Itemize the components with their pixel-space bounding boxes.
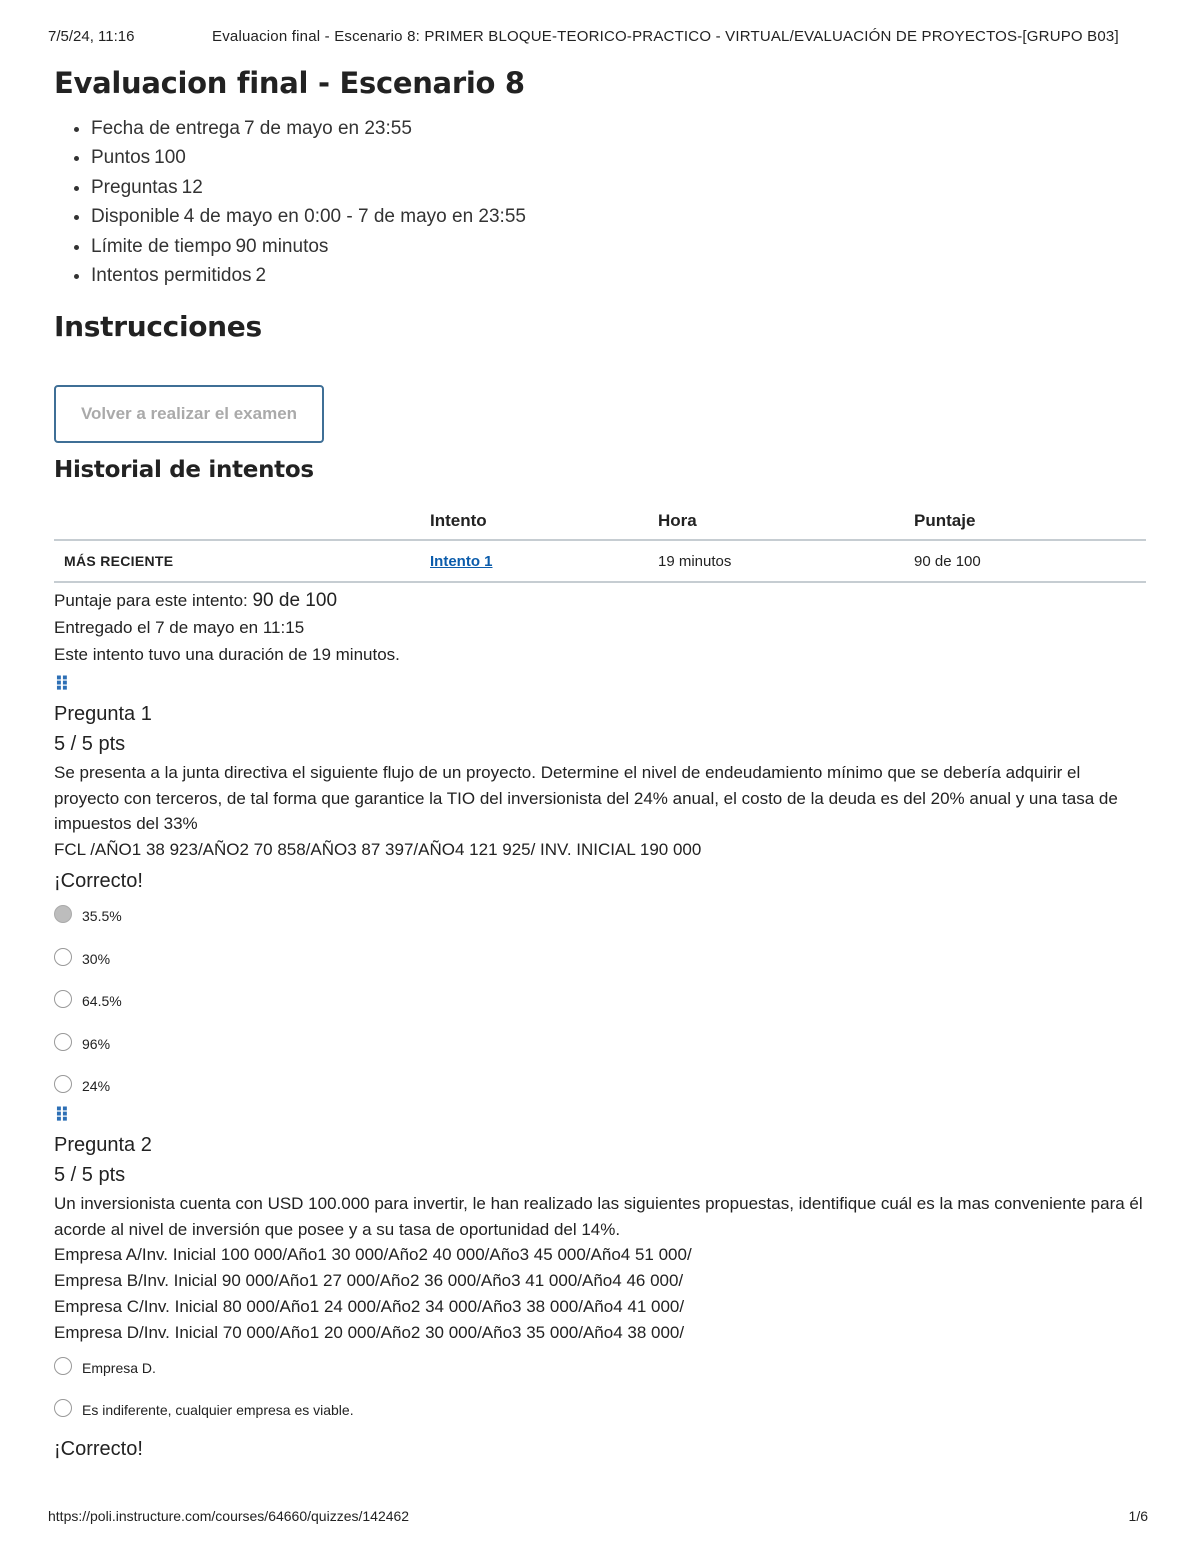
radio-icon[interactable] — [54, 948, 72, 966]
time-cell: 19 minutos — [658, 540, 914, 582]
detail-questions: • Preguntas 12 — [91, 173, 1146, 202]
question-points: 5 / 5 pts — [54, 733, 126, 756]
instructions-heading: Instrucciones — [54, 310, 262, 344]
radio-icon[interactable] — [54, 1075, 72, 1093]
question-data-line: Empresa A/Inv. Inicial 100 000/Año1 30 000/Año2 40 000/Año3 45 000/Año4 51 000/ — [54, 1245, 692, 1265]
question-text: Un inversionista cuenta con USD 100.000 para invertir, le han realizado las siguientes propuestas, identifique cuál es la mas conveniente para él acorde al nivel de inversión que posee y a su tasa de oportunidad del 14%. — [54, 1194, 1143, 1239]
drag-handle-icon[interactable]: ⠿ — [54, 674, 70, 697]
column-header-time: Hora — [658, 503, 914, 540]
duration-line: Este intento tuvo una duración de 19 minutos. — [54, 645, 400, 665]
retake-quiz-button[interactable]: Volver a realizar el examen — [54, 385, 324, 443]
question-points: 5 / 5 pts — [54, 1164, 126, 1187]
print-url: https://poli.instructure.com/courses/64660/quizzes/142462 — [48, 1508, 410, 1524]
detail-points: • Puntos 100 — [91, 143, 1146, 172]
question-title: Pregunta 1 — [54, 703, 152, 726]
question-data-line: FCL /AÑO1 38 923/AÑO2 70 858/AÑO3 87 397/AÑO4 121 925/ INV. INICIAL 190 000 — [54, 839, 702, 859]
answer-option: 30% — [54, 937, 1146, 980]
page-title: Evaluacion final - Escenario 8 — [54, 66, 525, 100]
answer-option: 64.5% — [54, 980, 1146, 1023]
table-row — [54, 540, 1146, 582]
drag-handle-icon[interactable]: ⠿ — [54, 1105, 70, 1128]
question-title: Pregunta 2 — [54, 1134, 152, 1157]
question-2 — [54, 1105, 1146, 1463]
detail-available: • Disponible 4 de mayo en 0:00 - 7 de mayo en 23:55 — [91, 202, 1146, 231]
answer-option: 35.5% — [54, 895, 1146, 938]
question-text: Se presenta a la junta directiva el siguiente flujo de un proyecto. Determine el nivel de endeudamiento mínimo que se debería adquirir el proyecto con terceros, de tal forma que garantice la TIO del inversionista del 24% anual, el costo de la deuda es del 20% anual y una tasa de impuestos del 33% — [54, 763, 1118, 834]
radio-selected-icon[interactable] — [54, 905, 72, 923]
attempt-cell — [430, 540, 658, 582]
question-data-line: Empresa D/Inv. Inicial 70 000/Año1 20 000/Año2 30 000/Año3 35 000/Año4 38 000/ — [54, 1323, 685, 1343]
score-line: Puntaje para este intento: 90 de 100 — [54, 590, 338, 612]
question-data-line: Empresa B/Inv. Inicial 90 000/Año1 27 000/Año2 36 000/Año3 41 000/Año4 46 000/ — [54, 1271, 684, 1291]
detail-attempts: • Intentos permitidos 2 — [91, 261, 1146, 290]
submitted-line: Entregado el 7 de mayo en 11:15 — [54, 618, 305, 638]
detail-due: • Fecha de entrega 7 de mayo en 23:55 — [91, 114, 1146, 143]
attempt-history-table — [54, 503, 1146, 583]
answer-option: 24% — [54, 1065, 1146, 1108]
question-data-line: Empresa C/Inv. Inicial 80 000/Año1 24 000/Año2 34 000/Año3 38 000/Año4 41 000/ — [54, 1297, 685, 1317]
question-result: ¡Correcto! — [54, 869, 143, 892]
main-content — [54, 66, 1146, 1463]
radio-icon[interactable] — [54, 1357, 72, 1375]
column-header-attempt: Intento — [430, 503, 658, 540]
page-number: 1/6 — [1128, 1508, 1148, 1524]
column-header-label — [54, 503, 430, 540]
score-cell: 90 de 100 — [914, 540, 1146, 582]
question-result: ¡Correcto! — [54, 1438, 143, 1461]
answer-option: Es indiferente, cualquier empresa es viable. — [54, 1389, 1146, 1432]
radio-icon[interactable] — [54, 1399, 72, 1417]
question-1 — [54, 674, 1146, 1107]
answer-option: 96% — [54, 1022, 1146, 1065]
column-header-score: Puntaje — [914, 503, 1146, 540]
quiz-details — [54, 114, 1146, 290]
most-recent-label: MÁS RECIENTE — [54, 540, 430, 582]
table-header-row — [54, 503, 1146, 540]
print-date: 7/5/24, 11:16 — [48, 28, 135, 45]
radio-icon[interactable] — [54, 990, 72, 1008]
attempt-link[interactable]: Intento 1 — [430, 552, 493, 570]
attempt-history-heading: Historial de intentos — [54, 457, 314, 484]
attempt-summary — [54, 587, 1146, 668]
radio-icon[interactable] — [54, 1033, 72, 1051]
print-title: Evaluacion final - Escenario 8: PRIMER BLOQUE-TEORICO-PRACTICO - VIRTUAL/EVALUACIÓN DE PROYECTOS-[GRUPO B03] — [212, 28, 1119, 45]
answer-option: Empresa D. — [54, 1346, 1146, 1389]
detail-time-limit: • Límite de tiempo 90 minutos — [91, 232, 1146, 261]
